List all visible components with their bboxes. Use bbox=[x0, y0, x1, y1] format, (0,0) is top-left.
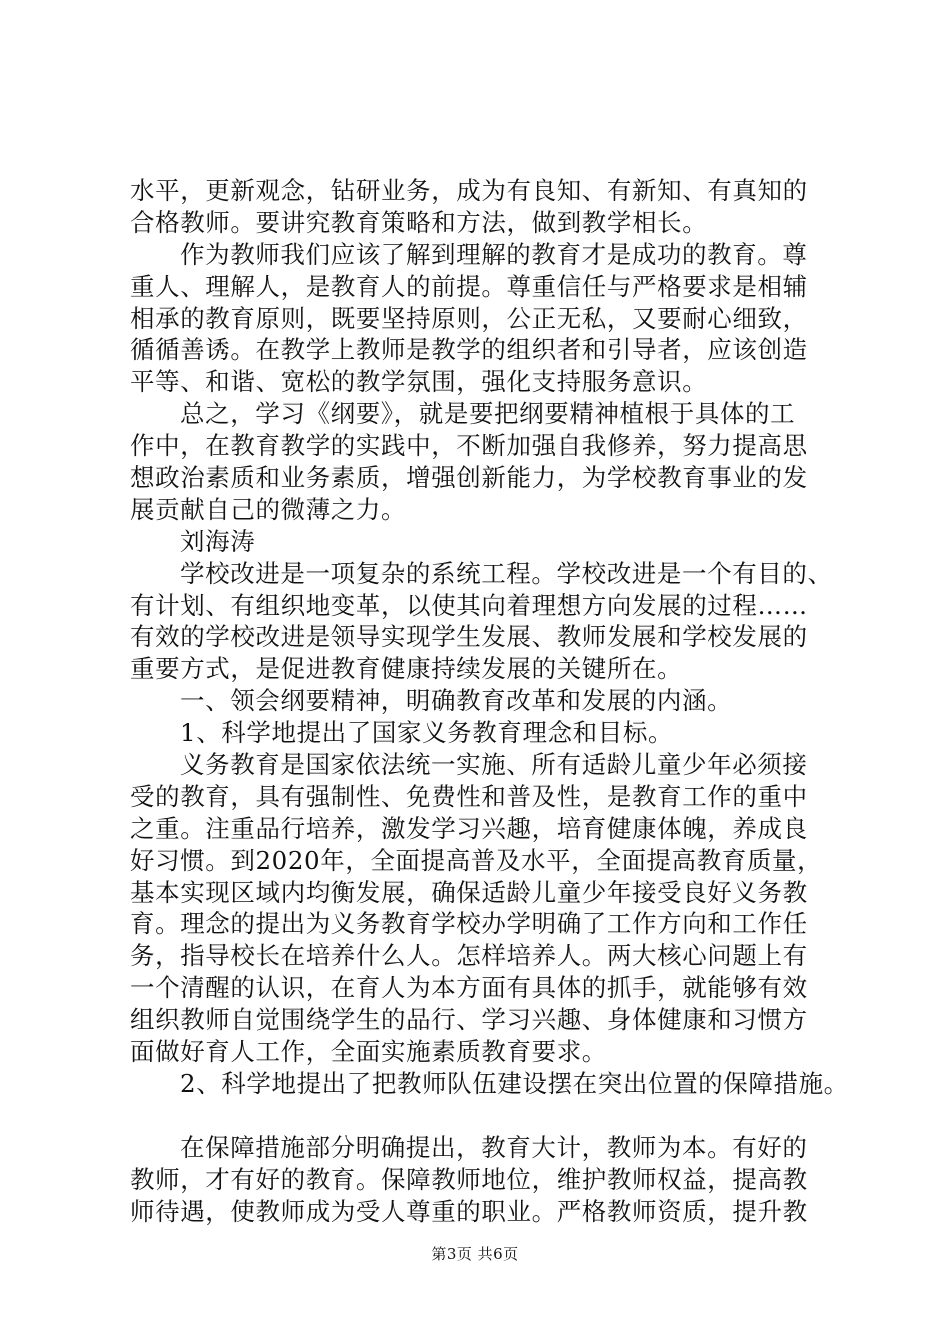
text-line: 总之，学习《纲要》，就是要把纲要精神植根于具体的工 bbox=[180, 399, 796, 429]
text-line: 基本实现区域内均衡发展，确保适龄儿童少年接受良好义务教 bbox=[130, 877, 808, 907]
text-line: 想政治素质和业务素质，增强创新能力，为学校教育事业的发 bbox=[130, 463, 808, 493]
text-line: 教师，才有好的教育。保障教师地位，维护教师权益，提高教 bbox=[130, 1164, 808, 1194]
text-line: 一个清醒的认识，在育人为本方面有具体的抓手，就能够有效 bbox=[130, 973, 808, 1003]
blank-line bbox=[130, 1100, 830, 1132]
text-line: 面做好育人工作，全面实施素质教育要求。 bbox=[130, 1037, 607, 1067]
text-line: 作为教师我们应该了解到理解的教育才是成功的教育。尊 bbox=[180, 239, 808, 269]
text-line: 育。理念的提出为义务教育学校办学明确了工作方向和工作任 bbox=[130, 909, 808, 939]
text-line: 一、领会纲要精神，明确教育改革和发展的内涵。 bbox=[180, 686, 733, 716]
text-line: 义务教育是国家依法统一实施、所有适龄儿童少年必须接 bbox=[180, 750, 808, 780]
text-line: 务，指导校长在培养什么人。怎样培养人。两大核心问题上有 bbox=[130, 941, 808, 971]
text-line: 受的教育，具有强制性、免费性和普及性，是教育工作的重中 bbox=[130, 781, 808, 811]
text-line: 1、科学地提出了国家义务教育理念和目标。 bbox=[180, 718, 674, 748]
text-line: 刘海涛 bbox=[180, 526, 256, 556]
text-line: 有效的学校改进是领导实现学生发展、教师发展和学校发展的 bbox=[130, 622, 808, 652]
text-line: 师待遇，使教师成为受人尊重的职业。严格教师资质，提升教 bbox=[130, 1196, 808, 1226]
text-line: 平等、和谐、宽松的教学氛围，强化支持服务意识。 bbox=[130, 367, 708, 397]
text-line: 组织教师自觉围绕学生的品行、学习兴趣、身体健康和习惯方 bbox=[130, 1005, 808, 1035]
text-line: 循循善诱。在教学上教师是教学的组织者和引导者，应该创造 bbox=[130, 335, 808, 365]
text-line: 重要方式，是促进教育健康持续发展的关键所在。 bbox=[130, 654, 683, 684]
text-line: 2、科学地提出了把教师队伍建设摆在突出位置的保障措施。 bbox=[180, 1068, 849, 1098]
text-line: 合格教师。要讲究教育策略和方法，做到教学相长。 bbox=[130, 207, 708, 237]
text-line: 有计划、有组织地变革，以使其向着理想方向发展的过程…… bbox=[130, 590, 808, 620]
text-line: 在保障措施部分明确提出，教育大计，教师为本。有好的 bbox=[180, 1132, 808, 1162]
page-footer: 第3页 共6页 bbox=[431, 1245, 519, 1263]
document-body bbox=[130, 175, 849, 1228]
text-line: 重人、理解人，是教育人的前提。尊重信任与严格要求是相辅 bbox=[130, 271, 808, 301]
text-line: 展贡献自己的微薄之力。 bbox=[130, 494, 407, 524]
text-line: 好习惯。到2020年，全面提高普及水平，全面提高教育质量， bbox=[130, 845, 823, 875]
text-line: 水平，更新观念，钻研业务，成为有良知、有新知、有真知的 bbox=[130, 176, 808, 205]
text-line: 作中，在教育教学的实践中，不断加强自我修养，努力提高思 bbox=[130, 431, 808, 461]
text-line: 之重。注重品行培养，激发学习兴趣，培育健康体魄，养成良 bbox=[130, 813, 808, 843]
text-line: 学校改进是一项复杂的系统工程。学校改进是一个有目的、 bbox=[180, 558, 833, 588]
text-line: 相承的教育原则，既要坚持原则，公正无私，又要耐心细致， bbox=[130, 303, 808, 333]
